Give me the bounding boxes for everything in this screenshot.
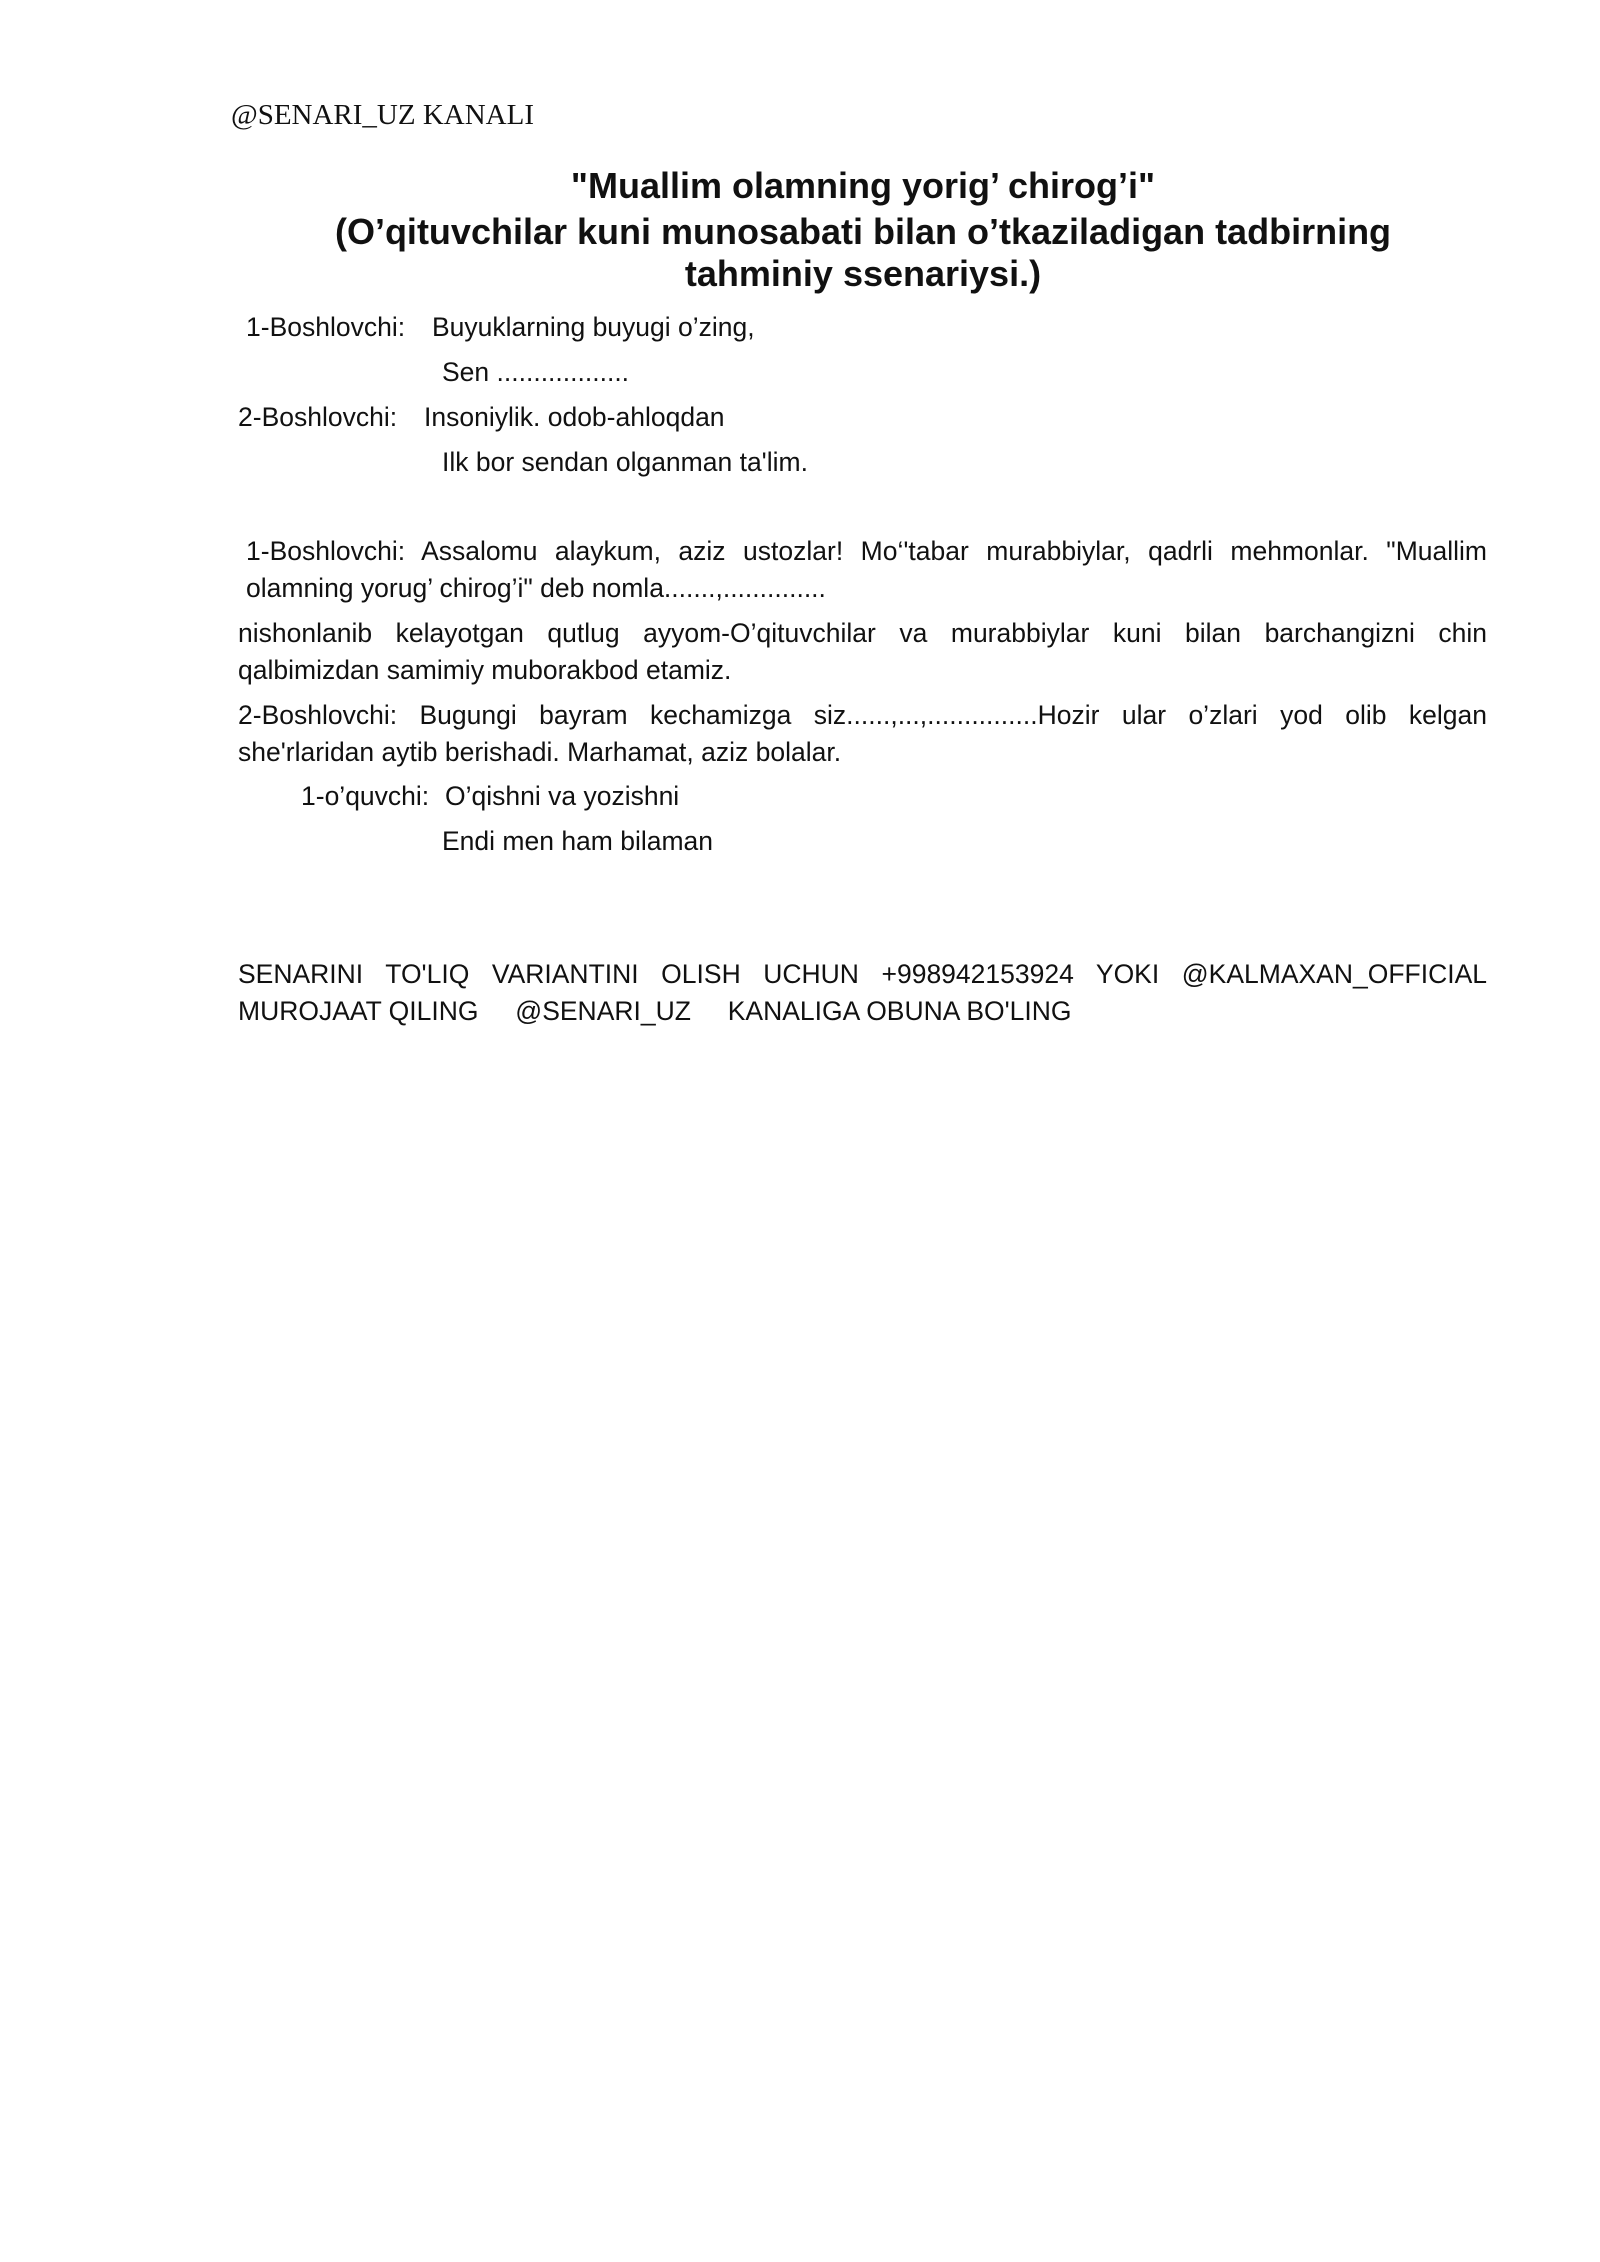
channel-header: @SENARI_UZ KANALI <box>231 99 534 131</box>
poem1-speaker: 1-Boshlovchi: <box>246 312 406 342</box>
title-subtitle: (O’qituvchilar kuni munosabati bilan o’tkaziladigan tadbirning tahminiy ssenariysi.) <box>334 211 1392 294</box>
pupil-line2: Endi men ham bilaman <box>442 826 714 856</box>
dialogue-paragraph-2: nishonlanib kelayotgan qutlug ayyom-O’qituvchilar va murabbiylar kuni bilan barchangizni chin qalbimizdan samimiy muborakbod etamiz. <box>238 618 1487 685</box>
dialogue-text-3: Bugungi bayram kechamizga siz......,...,...............Hozir ular o’zlari yod olib kelgan she'rlaridan aytib berishadi. Marhamat, aziz bolalar. <box>238 700 1487 767</box>
title-main: "Muallim olamning yorig’ chirog’i" <box>570 165 1156 206</box>
poem1-line2: Sen .................. <box>442 357 630 387</box>
dialogue-paragraph-3 <box>238 697 1487 771</box>
poem2-line2: Ilk bor sendan olganman ta'lim. <box>442 447 808 477</box>
dialogue-speaker-1: 1-Boshlovchi: <box>246 536 406 566</box>
document-title <box>238 161 1488 295</box>
dialogue-paragraph-1 <box>246 533 1487 607</box>
dialogue-speaker-2: 2-Boshlovchi: <box>238 700 398 730</box>
poem1-line1: Buyuklarning buyugi o’zing, <box>432 312 755 342</box>
poem2-speaker: 2-Boshlovchi: <box>238 402 398 432</box>
poem2-line1: Insoniylik. odob-ahloqdan <box>424 402 725 432</box>
footer-notice: SENARINI TO'LIQ VARIANTINI OLISH UCHUN +998942153924 YOKI @KALMAXAN_OFFICIAL MUROJAAT QILING @SENARI_UZ KANALIGA OBUNA BO'LING <box>238 959 1495 1026</box>
pupil-speaker: 1-o’quvchi: <box>301 781 430 811</box>
dialogue-text-1: Assalomu alaykum, aziz ustozlar! Mo‘'tabar murabbiylar, qadrli mehmonlar. "Muallim olamning yorug’ chirog’i" deb nomla.......,.............. <box>246 536 1487 603</box>
pupil-line1: O’qishni va yozishni <box>445 781 680 811</box>
